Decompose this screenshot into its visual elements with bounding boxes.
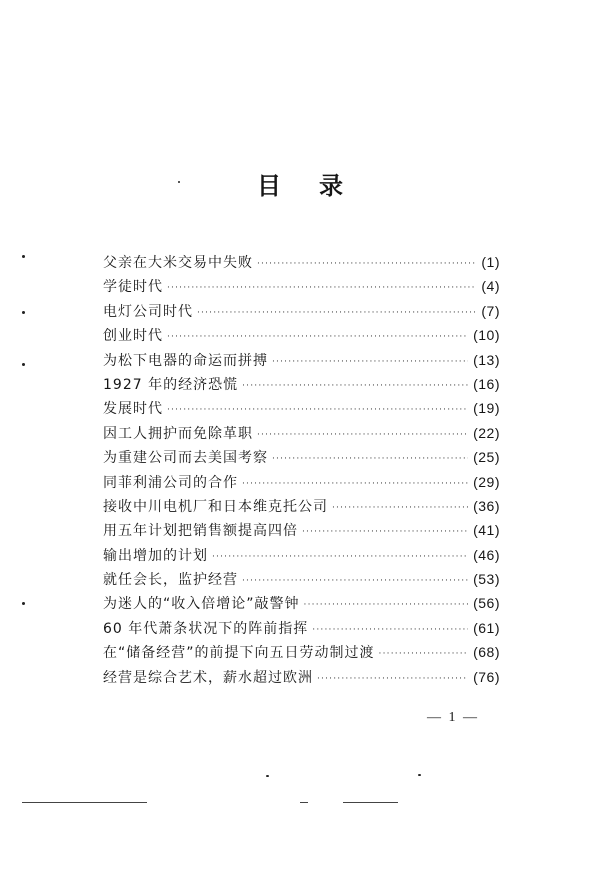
scan-speck <box>22 311 25 314</box>
toc-entry <box>103 372 500 396</box>
toc-entry-title: 输出增加的计划 <box>103 547 208 564</box>
toc-entry <box>103 640 500 664</box>
scan-speck <box>418 774 421 776</box>
toc-entry <box>103 567 500 591</box>
toc-entry-page: (36) <box>473 497 500 514</box>
toc-entry-title: 为松下电器的命运而拼搏 <box>103 352 268 369</box>
scan-speck <box>22 255 25 258</box>
toc-entry-page: (61) <box>473 619 500 636</box>
toc-dot-leader <box>379 642 469 666</box>
toc-entry-page: (22) <box>473 424 500 441</box>
toc-entry-page: (68) <box>473 644 500 661</box>
toc-entry-title: 在“储备经营”的前提下向五日劳动制过渡 <box>103 645 375 662</box>
scan-line <box>343 802 398 803</box>
scan-speck <box>22 602 25 605</box>
toc-entry-page: (46) <box>473 546 500 563</box>
toc-dot-leader <box>242 374 468 398</box>
toc-entry <box>103 543 500 567</box>
toc-entry <box>103 348 500 372</box>
scan-speck <box>22 363 25 366</box>
toc-dot-leader <box>272 447 468 471</box>
toc-entry-page: (56) <box>473 595 500 612</box>
toc-entry-title: 经营是综合艺术，薪水超过欧洲 <box>103 669 313 686</box>
toc-dot-leader <box>257 423 468 447</box>
toc-entry <box>103 616 500 640</box>
toc-entry <box>103 591 500 615</box>
toc-entry-title: 为迷人的“收入倍增论”敲警钟 <box>103 596 300 613</box>
toc-entry-title: 发展时代 <box>103 401 163 418</box>
toc-entry-page: (10) <box>473 327 500 344</box>
toc-dot-leader <box>272 350 468 374</box>
toc-dot-leader <box>304 593 469 617</box>
toc-entry-title: 同菲利浦公司的合作 <box>103 474 238 491</box>
toc-entry-page: (25) <box>473 449 500 466</box>
toc-dot-leader <box>317 667 468 691</box>
toc-entry-title: 1927 年的经济恐慌 <box>103 376 239 393</box>
toc-entry-title: 60 年代萧条状况下的阵前指挥 <box>103 620 309 637</box>
toc-dot-leader <box>167 276 476 300</box>
toc-dot-leader <box>242 569 468 593</box>
toc-entry-page: (13) <box>473 351 500 368</box>
toc-entry <box>103 421 500 445</box>
toc-entry-page: (1) <box>481 254 500 270</box>
toc-entry <box>103 665 500 689</box>
toc-dot-leader <box>197 301 476 325</box>
toc-dot-leader <box>312 618 468 642</box>
scan-line <box>300 802 308 803</box>
scan-speck <box>178 181 180 183</box>
toc-dot-leader <box>242 472 468 496</box>
toc-entry-page: (29) <box>473 473 500 490</box>
toc-entry <box>103 323 500 347</box>
toc-entry-title: 创业时代 <box>103 328 163 345</box>
toc-entry-title: 为重建公司而去美国考察 <box>103 450 268 467</box>
toc-entry-page: (16) <box>473 375 500 392</box>
toc-entry-page: (19) <box>473 400 500 417</box>
page-number: — 1 — <box>427 710 479 725</box>
toc-entry <box>103 299 500 323</box>
toc-entry-title: 父亲在大米交易中失败 <box>103 255 253 271</box>
toc-entry-title: 电灯公司时代 <box>103 303 193 320</box>
toc-entry-title: 就任会长，监护经营 <box>103 572 238 589</box>
toc-entry-title: 接收中川电机厂和日本维克托公司 <box>103 498 328 515</box>
toc-entry-page: (53) <box>473 571 500 588</box>
scan-speck <box>266 775 269 777</box>
toc-dot-leader <box>167 398 468 422</box>
toc-entry-title: 因工人拥护而免除革职 <box>103 425 253 442</box>
table-of-contents <box>103 250 500 689</box>
toc-entry-page: (76) <box>473 668 500 685</box>
toc-dot-leader <box>167 325 468 349</box>
toc-dot-leader <box>212 545 468 569</box>
toc-entry <box>103 396 500 420</box>
toc-entry-page: (41) <box>473 522 500 539</box>
toc-entry-page: (4) <box>481 278 500 295</box>
toc-entry <box>103 250 500 274</box>
toc-dot-leader <box>257 252 476 276</box>
toc-entry <box>103 445 500 469</box>
toc-entry <box>103 494 500 518</box>
toc-entry-title: 用五年计划把销售额提高四倍 <box>103 523 298 540</box>
toc-entry-title: 学徒时代 <box>103 279 163 296</box>
page-title: 目录 <box>257 172 381 200</box>
toc-entry-page: (7) <box>481 302 500 319</box>
toc-dot-leader <box>332 496 468 520</box>
scan-line <box>22 802 147 803</box>
toc-entry <box>103 518 500 542</box>
toc-entry <box>103 274 500 298</box>
toc-dot-leader <box>302 520 468 544</box>
toc-entry <box>103 470 500 494</box>
